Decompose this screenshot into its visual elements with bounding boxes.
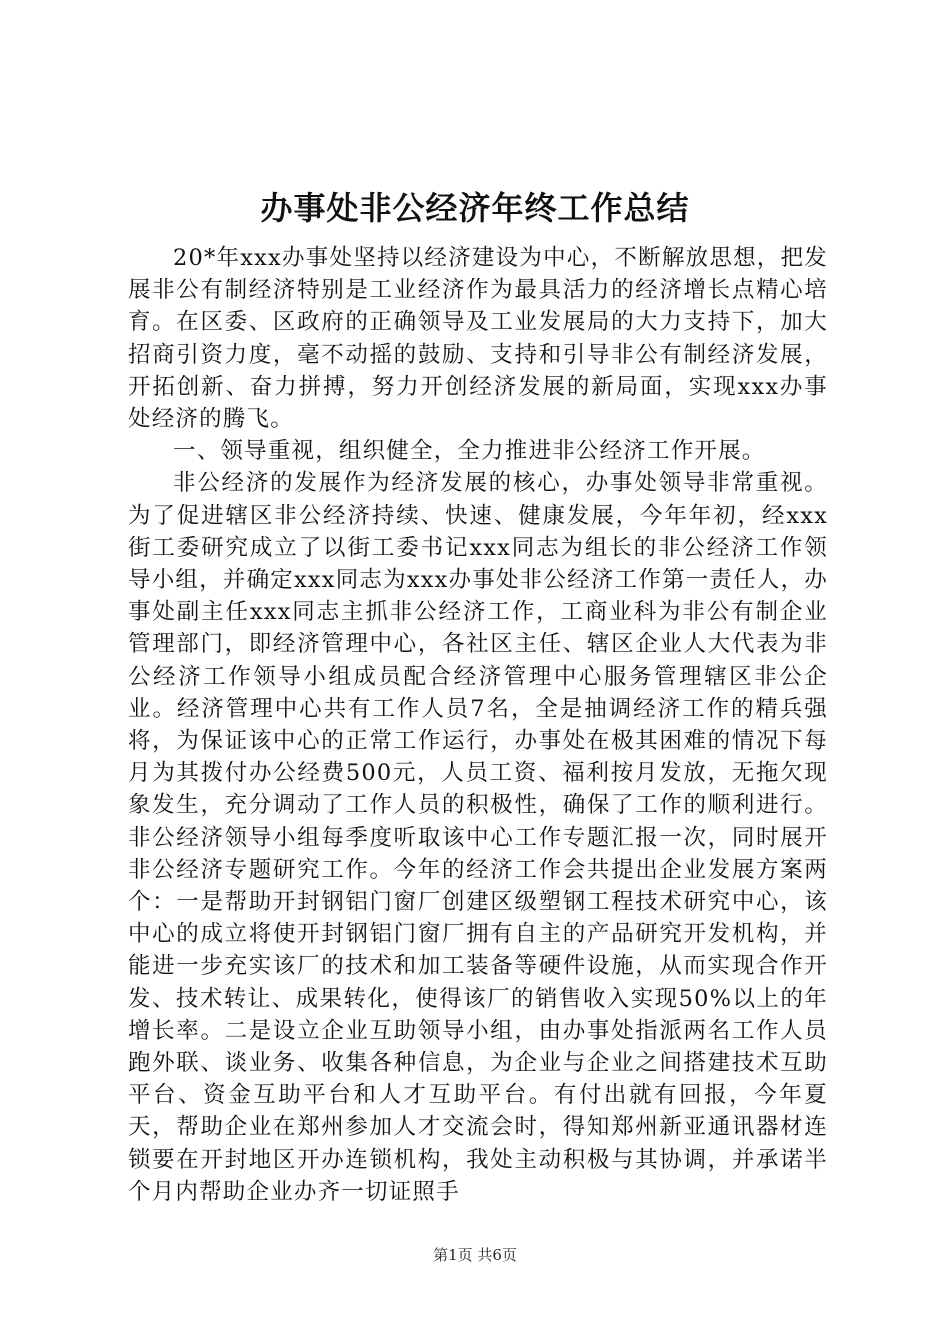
paragraph-section-1: 非公经济的发展作为经济发展的核心，办事处领导非常重视。为了促进辖区非公经济持续、快速、健康发展，今年年初，经xxx街工委研究成立了以街工委书记xxx同志为组长的非公经济工作领导小组，并确定xxx同志为xxx办事处非公经济工作第一责任人，办事处副主任xxx同志主抓非公经济工作，工商业科为非公有制企业管理部门，即经济管理中心，各社区主任、辖区企业人大代表为非公经济工作领导小组成员配合经济管理中心服务管理辖区非公企业。经济管理中心共有工作人员7名，全是抽调经济工作的精兵强将，为保证该中心的正常工作运行，办事处在极其困难的情况下每月为其拨付办公经费500元，人员工资、福利按月发放，无拖欠现象发生，充分调动了工作人员的积极性，确保了工作的顺利进行。非公经济领导小组每季度听取该中心工作专题汇报一次，同时展开非公经济专题研究工作。今年的经济工作会共提出企业发展方案两个：一是帮助开封钢铝门窗厂创建区级塑钢工程技术研究中心，该中心的成立将使开封钢铝门窗厂拥有自主的产品研究开发机构，并能进一步充实该厂的技术和加工装备等硬件设施，从而实现合作开发、技术转让、成果转化，使得该厂的销售收入实现50%以上的年增长率。二是设立企业互助领导小组，由办事处指派两名工作人员跑外联、谈业务、收集各种信息，为企业与企业之间搭建技术互助平台、资金互助平台和人才互助平台。有付出就有回报，今年夏天，帮助企业在郑州参加人才交流会时，得知郑州新亚通讯器材连锁要在开封地区开办连锁机构，我处主动积极与其协调，并承诺半个月内帮助企业办齐一切证照手	[128, 470, 828, 1205]
document-title: 办事处非公经济年终工作总结	[260, 189, 690, 227]
section-heading-1: 一、领导重视，组织健全，全力推进非公经济工作开展。	[173, 438, 766, 465]
document-body	[128, 242, 828, 1208]
page-number: 第1页 共6页	[433, 1246, 517, 1264]
paragraph-intro: 20*年xxx办事处坚持以经济建设为中心，不断解放思想，把发展非公有制经济特别是工业经济作为最具活力的经济增长点精心培育。在区委、区政府的正确领导及工业发展局的大力支持下，加大招商引资力度，毫不动摇的鼓励、支持和引导非公有制经济发展，开拓创新、奋力拼搏，努力开创经济发展的新局面，实现xxx办事处经济的腾飞。	[128, 245, 828, 433]
